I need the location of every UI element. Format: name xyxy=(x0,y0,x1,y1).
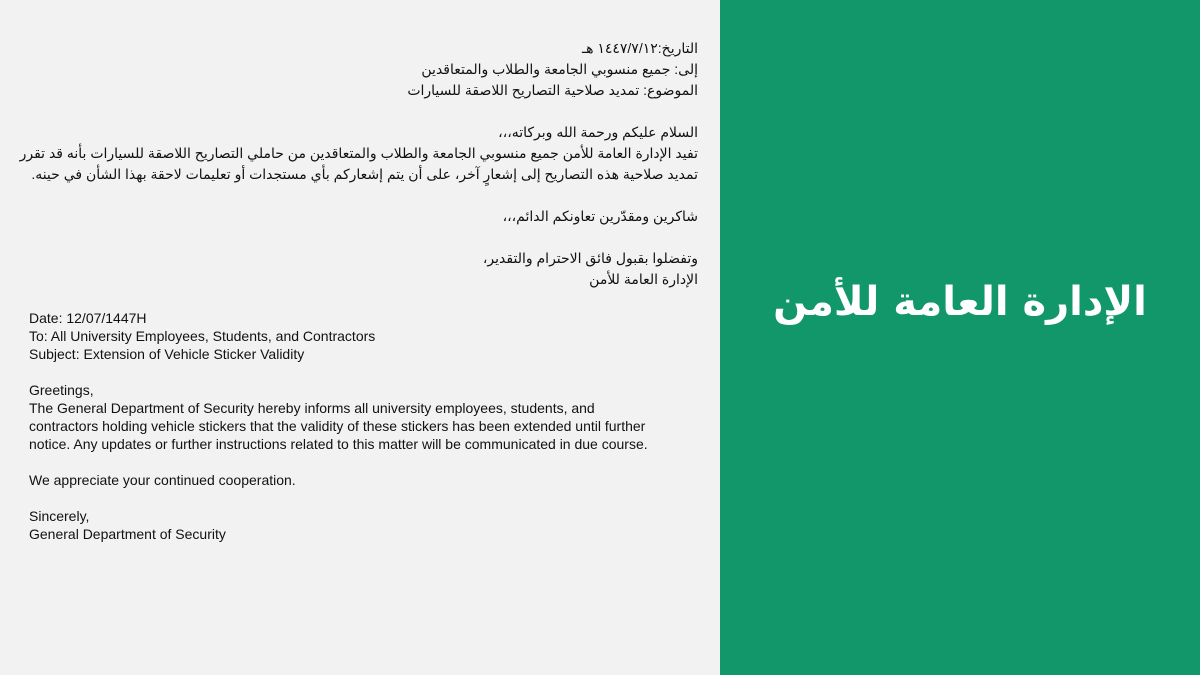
arabic-signature: الإدارة العامة للأمن xyxy=(589,271,698,287)
spacer xyxy=(18,185,698,206)
spacer xyxy=(18,101,698,122)
english-closing: Sincerely, xyxy=(29,508,90,524)
arabic-body-line-2: تمديد صلاحية هذه التصاريح إلى إشعارٍ آخر، على أن يتم إشعاركم بأي مستجدات أو تعليمات لاحقة بهذا الشأن في حينه. xyxy=(31,166,698,182)
spacer xyxy=(29,489,709,507)
arabic-closing: وتفضلوا بقبول فائق الاحترام والتقدير، xyxy=(482,250,698,266)
arabic-thanks: شاكرين ومقدّرين تعاونكم الدائم،،، xyxy=(502,208,698,224)
english-signature: General Department of Security xyxy=(29,526,226,542)
spacer xyxy=(18,227,698,248)
arabic-subject: الموضوع: تمديد صلاحية التصاريح اللاصقة للسيارات xyxy=(407,82,698,98)
arabic-recipients: إلى: جميع منسوبي الجامعة والطلاب والمتعاقدين xyxy=(421,61,698,77)
spacer xyxy=(29,453,709,471)
arabic-greeting: السلام عليكم ورحمة الله وبركاته،،، xyxy=(498,124,698,140)
department-title: الإدارة العامة للأمن xyxy=(773,279,1147,325)
arabic-announcement xyxy=(18,38,698,290)
english-body-line-1: The General Department of Security hereby informs all university employees, students, and xyxy=(29,400,595,416)
english-announcement xyxy=(29,309,709,543)
arabic-body-line-1: تفيد الإدارة العامة للأمن جميع منسوبي الجامعة والطلاب والمتعاقدين من حاملي التصاريح اللاصقة للسيارات بأنه قد تقرر xyxy=(19,145,698,161)
english-greeting: Greetings, xyxy=(29,382,94,398)
english-body-line-2: contractors holding vehicle stickers that the validity of these stickers has been extended until further xyxy=(29,418,646,434)
english-date: Date: 12/07/1447H xyxy=(29,310,147,326)
english-body-line-3: notice. Any updates or further instructions related to this matter will be communicated in due course. xyxy=(29,436,648,452)
spacer xyxy=(29,363,709,381)
brand-panel xyxy=(720,0,1200,675)
arabic-date: التاريخ:١٤٤٧/٧/١٢ هـ xyxy=(581,40,698,56)
english-subject: Subject: Extension of Vehicle Sticker Validity xyxy=(29,346,305,362)
english-appreciation: We appreciate your continued cooperation. xyxy=(29,472,296,488)
english-recipients: To: All University Employees, Students, and Contractors xyxy=(29,328,376,344)
